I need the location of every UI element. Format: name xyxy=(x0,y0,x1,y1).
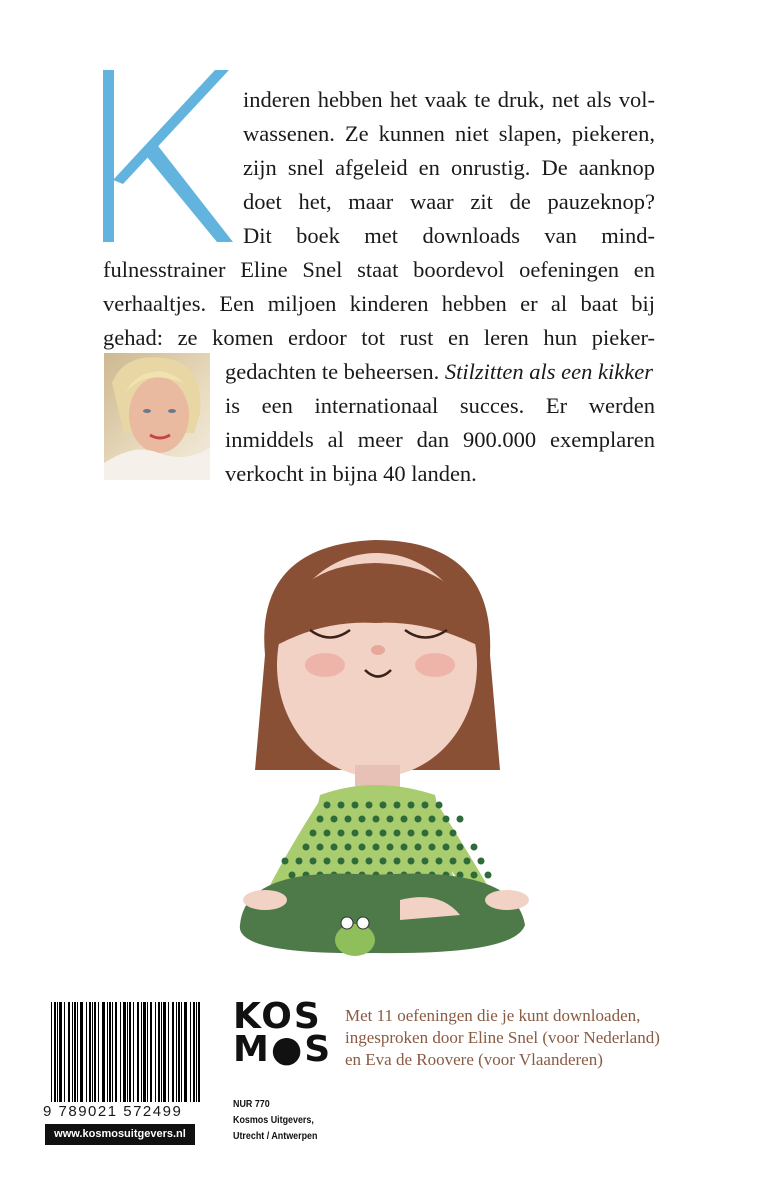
body-line: doet het, maar waar zit de pauzeknop? xyxy=(243,189,655,214)
barcode-bar xyxy=(143,1002,146,1102)
dot xyxy=(289,872,296,879)
barcode-bar xyxy=(196,1002,197,1102)
dot xyxy=(436,802,443,809)
dot xyxy=(422,802,429,809)
publisher-info xyxy=(233,1096,317,1144)
barcode-bar xyxy=(72,1002,73,1102)
dot xyxy=(282,858,289,865)
dot xyxy=(380,802,387,809)
dot xyxy=(415,816,422,823)
dot xyxy=(443,844,450,851)
dot xyxy=(394,830,401,837)
dot xyxy=(303,844,310,851)
barcode-bar xyxy=(172,1002,174,1102)
barcode-bar xyxy=(176,1002,177,1102)
dot xyxy=(457,816,464,823)
barcode-bar xyxy=(190,1002,191,1102)
dot xyxy=(317,816,324,823)
dot xyxy=(471,872,478,879)
book-title: Stilzitten als een kikker xyxy=(444,359,653,384)
barcode-bar xyxy=(80,1002,83,1102)
barcode-bar xyxy=(129,1002,131,1102)
barcode-bar xyxy=(178,1002,180,1102)
dot xyxy=(338,830,345,837)
barcode-bar xyxy=(198,1002,200,1102)
dot xyxy=(436,830,443,837)
barcode-bar xyxy=(112,1002,113,1102)
dot xyxy=(478,858,485,865)
dot xyxy=(310,830,317,837)
dot xyxy=(422,830,429,837)
dot xyxy=(324,858,331,865)
dot xyxy=(443,816,450,823)
barcode-bar xyxy=(115,1002,117,1102)
logo-line: KOS xyxy=(233,996,322,1037)
barcode xyxy=(43,1002,203,1114)
dot xyxy=(338,858,345,865)
dot xyxy=(373,816,380,823)
dot xyxy=(317,844,324,851)
dropcap-k xyxy=(103,70,233,245)
dot xyxy=(366,802,373,809)
barcode-bar xyxy=(54,1002,56,1102)
barcode-bar xyxy=(184,1002,187,1102)
dot xyxy=(464,858,471,865)
barcode-bar xyxy=(77,1002,78,1102)
body-line: fulnesstrainer Eline Snel staat boordevol oefeningen en xyxy=(103,257,655,282)
body-text: gedachten te beheersen. xyxy=(225,359,445,384)
dot xyxy=(331,844,338,851)
dot xyxy=(352,830,359,837)
publisher-name: Kosmos Uitgevers, xyxy=(233,1114,314,1126)
dot xyxy=(401,844,408,851)
dot xyxy=(338,802,345,809)
photo-credit: ©HENK JANSEN xyxy=(108,468,174,477)
download-blurb xyxy=(345,1005,660,1071)
barcode-bar xyxy=(127,1002,128,1102)
dot xyxy=(457,844,464,851)
dot xyxy=(408,802,415,809)
body-line: Dit boek met downloads van mind- xyxy=(243,223,655,248)
dot xyxy=(415,844,422,851)
body-line: zijn snel afgeleid en onrustig. De aanknop xyxy=(243,155,655,180)
dot xyxy=(408,830,415,837)
barcode-bar xyxy=(137,1002,139,1102)
dot xyxy=(401,816,408,823)
blurb-line: en Eva de Roovere (voor Vlaanderen) xyxy=(345,1050,603,1069)
barcode-bar xyxy=(147,1002,148,1102)
meditating-girl-illustration xyxy=(225,525,545,975)
barcode-bar xyxy=(74,1002,76,1102)
barcode-bar xyxy=(141,1002,142,1102)
barcode-bar xyxy=(89,1002,91,1102)
dot xyxy=(394,802,401,809)
body-line: inmiddels al meer dan 900.000 exemplaren xyxy=(225,427,655,452)
barcode-bar xyxy=(193,1002,195,1102)
dot xyxy=(352,802,359,809)
body-line: inderen hebben het vaak te druk, net als vol- xyxy=(243,87,655,112)
publisher-place: Utrecht / Antwerpen xyxy=(233,1130,318,1142)
dot xyxy=(485,872,492,879)
dot xyxy=(380,830,387,837)
barcode-bar xyxy=(163,1002,166,1102)
barcode-bar xyxy=(64,1002,65,1102)
dot xyxy=(408,858,415,865)
barcode-bar xyxy=(123,1002,126,1102)
dot xyxy=(366,830,373,837)
body-line: wassenen. Ze kunnen niet slapen, piekeren, xyxy=(243,121,655,146)
barcode-bar xyxy=(59,1002,62,1102)
barcode-bar xyxy=(109,1002,111,1102)
barcode-bar xyxy=(92,1002,93,1102)
barcode-bar xyxy=(51,1002,52,1102)
dot xyxy=(352,858,359,865)
barcode-bar xyxy=(150,1002,152,1102)
barcode-bar xyxy=(181,1002,182,1102)
barcode-bar xyxy=(102,1002,105,1102)
isbn-number: 9 789021 572499 xyxy=(43,1103,203,1120)
dot xyxy=(387,844,394,851)
dot xyxy=(471,844,478,851)
dot xyxy=(450,830,457,837)
dot xyxy=(345,816,352,823)
dot xyxy=(429,844,436,851)
body-line xyxy=(225,357,655,387)
dot xyxy=(331,816,338,823)
dot xyxy=(345,844,352,851)
barcode-bar xyxy=(86,1002,87,1102)
barcode-bar xyxy=(168,1002,169,1102)
kosmos-logo xyxy=(233,996,333,1070)
dot xyxy=(366,858,373,865)
blurb-line: ingesproken door Eline Snel (voor Nederland) xyxy=(345,1028,660,1047)
barcode-bar xyxy=(158,1002,160,1102)
dot xyxy=(450,858,457,865)
body-line: verkocht in bijna 40 landen. xyxy=(225,461,477,486)
barcode-bar xyxy=(57,1002,58,1102)
body-line: gehad: ze komen erdoor tot rust en leren hun pieker- xyxy=(103,325,655,350)
barcode-bar xyxy=(161,1002,162,1102)
nur-code: NUR 770 xyxy=(233,1098,270,1110)
blurb-line: Met 11 oefeningen die je kunt downloaden, xyxy=(345,1006,641,1025)
dot xyxy=(436,858,443,865)
dot xyxy=(373,844,380,851)
logo-line: M●S xyxy=(233,1029,333,1070)
dot xyxy=(359,816,366,823)
dot xyxy=(324,830,331,837)
dot xyxy=(324,802,331,809)
dot xyxy=(422,858,429,865)
body-line: verhaaltjes. Een miljoen kinderen hebben er al baat bij xyxy=(103,291,655,316)
barcode-bar xyxy=(68,1002,70,1102)
portrait-image xyxy=(104,353,210,480)
dot xyxy=(429,816,436,823)
dot xyxy=(380,858,387,865)
barcode-bar xyxy=(94,1002,96,1102)
barcode-bar xyxy=(155,1002,156,1102)
dot xyxy=(394,858,401,865)
dot xyxy=(310,858,317,865)
dot xyxy=(387,816,394,823)
publisher-url[interactable]: www.kosmosuitgevers.nl xyxy=(45,1124,195,1145)
barcode-bar xyxy=(107,1002,108,1102)
dot xyxy=(359,844,366,851)
barcode-bar xyxy=(133,1002,134,1102)
dot xyxy=(296,858,303,865)
barcode-bar xyxy=(120,1002,121,1102)
body-line: is een internationaal succes. Er werden xyxy=(225,393,655,418)
author-photo xyxy=(104,353,210,480)
barcode-bar xyxy=(98,1002,99,1102)
